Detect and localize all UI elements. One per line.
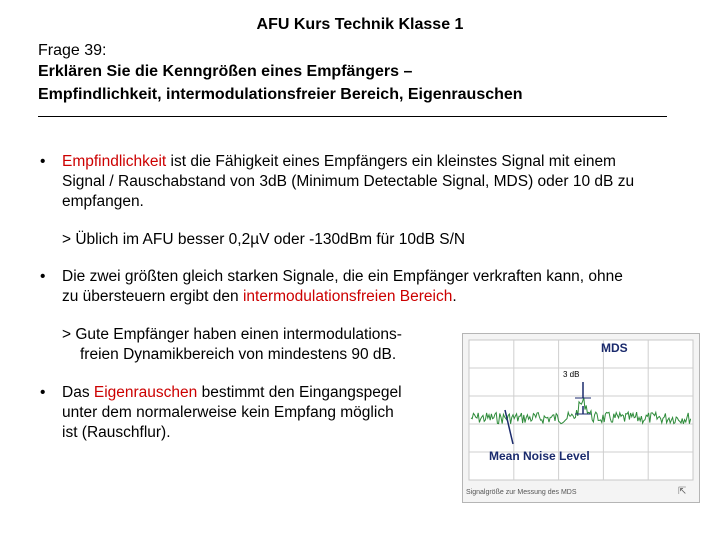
mean-noise-label: Mean Noise Level bbox=[489, 449, 590, 463]
bullet-3-text: Das bbox=[62, 384, 94, 401]
spectrum-figure bbox=[462, 333, 700, 503]
bullet-2-note-line-1: > Gute Empfänger haben einen intermodulations- bbox=[62, 326, 402, 343]
bullet-2-note-line-2: freien Dynamikbereich von mindestens 90 dB. bbox=[80, 346, 397, 363]
term-imd-free-range: intermodulationsfreien Bereich bbox=[242, 288, 453, 305]
term-self-noise: Eigenrauschen bbox=[93, 384, 198, 401]
bullet-1-note: > Üblich im AFU besser 0,2µV oder -130dBm für 10dB S/N bbox=[62, 231, 466, 248]
question-line-2: Empfindlichkeit, intermodulationsfreier Bereich, Eigenrauschen bbox=[38, 86, 523, 103]
term-sensitivity: Empfindlichkeit bbox=[62, 153, 167, 170]
bullet-marker: • bbox=[40, 153, 46, 170]
mds-label: MDS bbox=[601, 341, 628, 355]
bullet-1-line-1 bbox=[62, 152, 616, 172]
bullet-2-line-1: Die zwei größten gleich starken Signale, die ein Empfänger verkraften kann, ohne bbox=[62, 268, 623, 285]
question-line-1: Erklären Sie die Kenngrößen eines Empfängers – bbox=[38, 63, 413, 80]
bullet-marker: • bbox=[40, 268, 46, 285]
bullet-1-text: ist die Fähigkeit eines Empfängers ein kleinstes Signal mit einem bbox=[166, 153, 616, 170]
figure-caption: Signalgröße zur Messung des MDS bbox=[466, 489, 577, 496]
divider bbox=[38, 116, 667, 117]
bullet-1-line-2: Signal / Rauschabstand von 3dB (Minimum Detectable Signal, MDS) oder 10 dB zu bbox=[62, 173, 635, 190]
resize-icon[interactable]: ⇱ bbox=[678, 486, 687, 497]
bullet-2-line-2 bbox=[62, 287, 457, 307]
bullet-3-rest: bestimmt den Eingangspegel bbox=[197, 384, 402, 401]
bullet-3-line-2: unter dem normalerweise kein Empfang möglich bbox=[62, 404, 394, 421]
question-number: Frage 39: bbox=[38, 42, 107, 59]
spectrum-plot bbox=[463, 334, 699, 484]
3db-label: 3 dB bbox=[563, 370, 580, 379]
bullet-3-line-3: ist (Rauschflur). bbox=[62, 424, 171, 441]
bullet-1-line-3: empfangen. bbox=[62, 193, 144, 210]
bullet-3-line-1 bbox=[62, 383, 402, 403]
page-title: AFU Kurs Technik Klasse 1 bbox=[256, 16, 464, 33]
bullet-2-text: zu übersteuern ergibt den bbox=[62, 288, 243, 305]
bullet-marker: • bbox=[40, 384, 46, 401]
bullet-2-period: . bbox=[452, 288, 457, 305]
